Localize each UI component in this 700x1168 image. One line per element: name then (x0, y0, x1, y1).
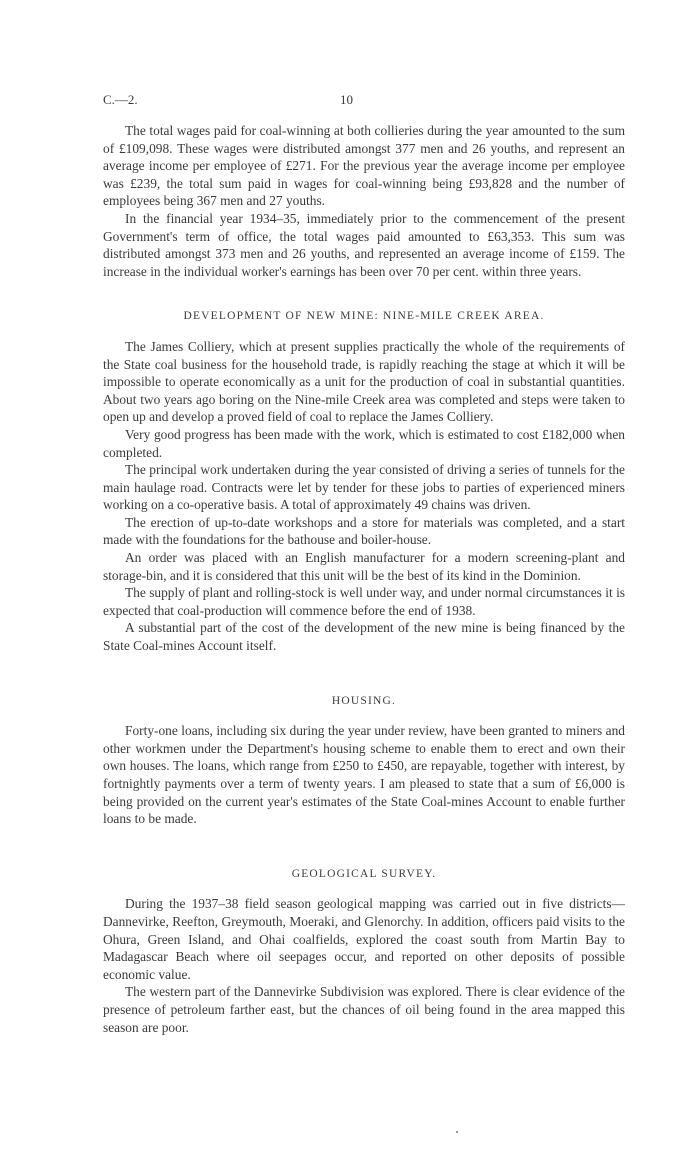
section-heading-development: DEVELOPMENT OF NEW MINE: NINE-MILE CREEK AREA. (183, 310, 545, 323)
page-number: 10 (340, 92, 353, 107)
paragraph: The western part of the Dannevirke Subdivision was explored. There is clear evidence of the presence of petroleum farther east, but the chances of oil being found in the area mapped this season are poor. (103, 984, 625, 1035)
paragraph: During the 1937–38 field season geological mapping was carried out in five districts—Dannevirke, Reefton, Greymouth, Moeraki, and Glenorchy. In addition, officers paid visits to the Ohura, Green Island, and Ohai coalfields, explored the coast south from Martin Bay to Madagascar Beach where oil seepages occur, and reported on other deposits of possible economic value. (103, 896, 625, 982)
paragraph: The principal work undertaken during the year consisted of driving a series of tunnels for the main haulage road. Contracts were let by tender for these jobs to parties of experienced miners working on a co-operative basis. A total of approximately 49 chains was driven. (103, 462, 625, 513)
paragraph: In the financial year 1934–35, immediately prior to the commencement of the present Government's term of office, the total wages paid amounted to £63,353. This sum was distributed amongst 373 men and 26 youths, and represented an average income of £159. The increase in the individual worker's earnings has been over 70 per cent. within three years. (103, 210, 625, 279)
paragraph: A substantial part of the cost of the development of the new mine is being financed by the State Coal-mines Account itself. (103, 620, 625, 654)
paragraph: An order was placed with an English manufacturer for a modern screening-plant and storage-bin, and it is considered that this unit will be the best of its kind in the Dominion. (103, 550, 625, 583)
paragraph: The total wages paid for coal-winning at both collieries during the year amounted to the sum of £109,098. These wages were distributed amongst 377 men and 26 youths, and represent an average income per employee of £271. For the previous year the average income per employee was £239, the total sum paid in wages for coal-winning being £93,828 and the number of employees being 367 men and 27 youths. (103, 123, 625, 209)
document-body (103, 122, 625, 1036)
paragraph: The erection of up-to-date workshops and a store for materials was completed, and a start made with the foundations for the bathouse and boiler-house. (103, 514, 625, 548)
document-reference: C.—2. (103, 92, 138, 107)
page-speck (456, 1131, 458, 1133)
paragraph: The James Colliery, which at present supplies practically the whole of the requirements of the State coal business for the household trade, is rapidly reaching the stage at which it will be impossible to operate economically as a unit for the production of coal in substantial quantities. About two years ago boring on the Nine-mile Creek area was completed and steps were taken to open up and develop a proved field of coal to replace the James Colliery. (103, 338, 625, 425)
page-header (103, 92, 623, 110)
paragraph: The supply of plant and rolling-stock is well under way, and under normal circumstances it is expected that coal-production will commence before the end of 1938. (103, 585, 625, 618)
paragraph: Very good progress has been made with the work, which is estimated to cost £182,000 when completed. (103, 426, 625, 460)
paragraph: Forty-one loans, including six during the year under review, have been granted to miners and other workmen under the Department's housing scheme to enable them to erect and own their own houses. The loans, which range from £250 to £450, are repayable, together with interest, by fortnightly payments over a term of twenty years. I am pleased to state that a sum of £6,000 is being provided on the current year's estimates of the State Coal-mines Account to enable further loans to be made. (103, 723, 625, 827)
section-heading-housing: HOUSING. (331, 694, 397, 707)
section-heading-geological: GEOLOGICAL SURVEY. (291, 867, 437, 880)
